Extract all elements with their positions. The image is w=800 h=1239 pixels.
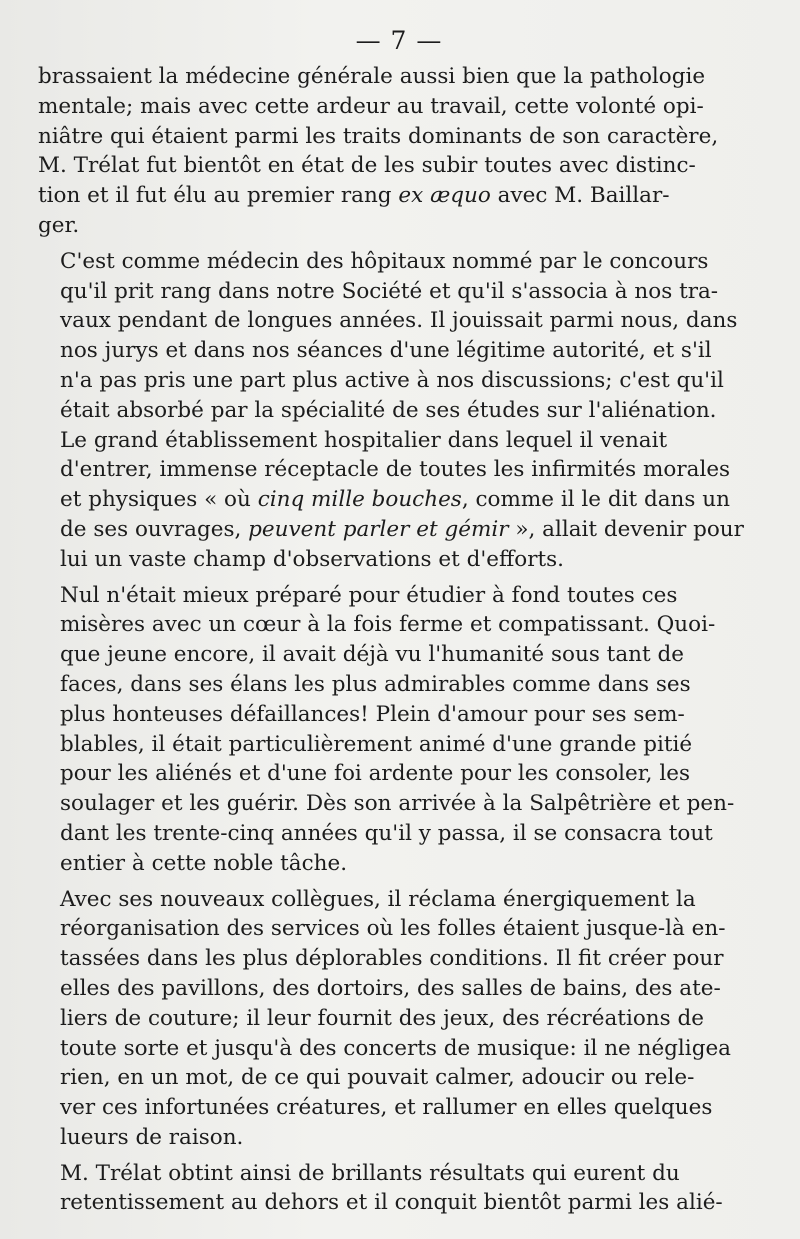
italic-quote: cinq mille bouches xyxy=(257,487,462,513)
text-line: Nul n'était mieux préparé pour étudier à fond toutes ces xyxy=(60,582,678,608)
text-line: M. Trélat fut bientôt en état de les subir toutes avec distinc- xyxy=(38,153,696,179)
text-line: entier à cette noble tâche. xyxy=(60,850,348,876)
text-segment: de ses ouvrages, xyxy=(60,516,249,542)
text-line: misères avec un cœur à la fois ferme et compatissant. Quoi- xyxy=(60,612,716,638)
text-line: était absorbé par la spécialité de ses études sur l'aliénation. xyxy=(60,397,717,423)
text-line: rien, en un mot, de ce qui pouvait calmer, adoucir ou rele- xyxy=(60,1065,695,1091)
text-segment: avec M. Baillar- xyxy=(490,183,670,209)
text-line: liers de couture; il leur fournit des jeux, des récréations de xyxy=(60,1005,704,1031)
text-line: M. Trélat obtint ainsi de brillants résultats qui eurent du xyxy=(60,1160,680,1186)
paragraph-2 xyxy=(38,247,760,575)
italic-quote: peuvent parler et gémir xyxy=(248,516,509,542)
text-line: blables, il était particulièrement animé d'une grande pitié xyxy=(60,731,693,757)
paragraph-3 xyxy=(38,581,760,879)
text-line: soulager et les guérir. Dès son arrivée à la Salpêtrière et pen- xyxy=(60,791,735,817)
text-line: brassaient la médecine générale aussi bien que la pathologie xyxy=(38,64,706,89)
text-line: elles des pavillons, des dortoirs, des salles de bains, des ate- xyxy=(60,975,721,1001)
text-line: qu'il prit rang dans notre Société et qu'il s'associa à nos tra- xyxy=(60,278,719,304)
text-line: n'a pas pris une part plus active à nos discussions; c'est qu'il xyxy=(60,367,724,393)
text-line: faces, dans ses élans les plus admirables comme dans ses xyxy=(60,671,691,697)
text-line: réorganisation des services où les folles étaient jusque-là en- xyxy=(60,916,726,942)
paragraph-1 xyxy=(38,62,760,241)
paragraph-4 xyxy=(38,885,760,1153)
text-line: tassées dans les plus déplorables conditions. Il fit créer pour xyxy=(60,946,724,972)
text-segment: », allait devenir pour xyxy=(508,516,744,542)
page-number: — 7 — xyxy=(355,26,443,55)
paragraph-5 xyxy=(38,1159,760,1219)
italic-latin-phrase: ex æquo xyxy=(398,183,491,209)
text-line: nos jurys et dans nos séances d'une légitime autorité, et s'il xyxy=(60,338,712,364)
text-line: plus honteuses défaillances! Plein d'amour pour ses sem- xyxy=(60,701,685,727)
text-line: que jeune encore, il avait déjà vu l'humanité sous tant de xyxy=(60,642,684,668)
text-line: mentale; mais avec cette ardeur au travail, cette volonté opi- xyxy=(38,93,704,119)
body-text xyxy=(38,62,760,1218)
text-segment: tion et il fut élu au premier rang xyxy=(38,183,399,209)
text-line: Avec ses nouveaux collègues, il réclama énergiquement la xyxy=(60,886,696,912)
text-line: ger. xyxy=(38,212,80,238)
text-line: vaux pendant de longues années. Il jouissait parmi nous, dans xyxy=(60,308,738,334)
text-line: niâtre qui étaient parmi les traits dominants de son caractère, xyxy=(38,123,719,149)
text-segment: , comme il le dit dans un xyxy=(461,487,730,513)
text-line: lui un vaste champ d'observations et d'efforts. xyxy=(60,546,565,572)
text-line: Le grand établissement hospitalier dans lequel il venait xyxy=(60,427,668,453)
text-line xyxy=(38,485,760,515)
text-line: C'est comme médecin des hôpitaux nommé par le concours xyxy=(60,248,709,274)
text-line xyxy=(38,515,760,545)
text-line: dant les trente-cinq années qu'il y passa, il se consacra tout xyxy=(60,820,713,846)
text-line: d'entrer, immense réceptacle de toutes les infirmités morales xyxy=(60,457,731,483)
text-line: retentissement au dehors et il conquit bientôt parmi les alié- xyxy=(60,1190,723,1216)
text-line: ver ces infortunées créatures, et rallumer en elles quelques xyxy=(60,1095,713,1121)
text-segment: et physiques « où xyxy=(60,487,258,513)
text-line: lueurs de raison. xyxy=(60,1124,244,1150)
text-line: toute sorte et jusqu'à des concerts de musique: il ne négligea xyxy=(60,1035,731,1061)
text-line: pour les aliénés et d'une foi ardente pour les consoler, les xyxy=(60,761,690,787)
text-line xyxy=(38,181,760,211)
